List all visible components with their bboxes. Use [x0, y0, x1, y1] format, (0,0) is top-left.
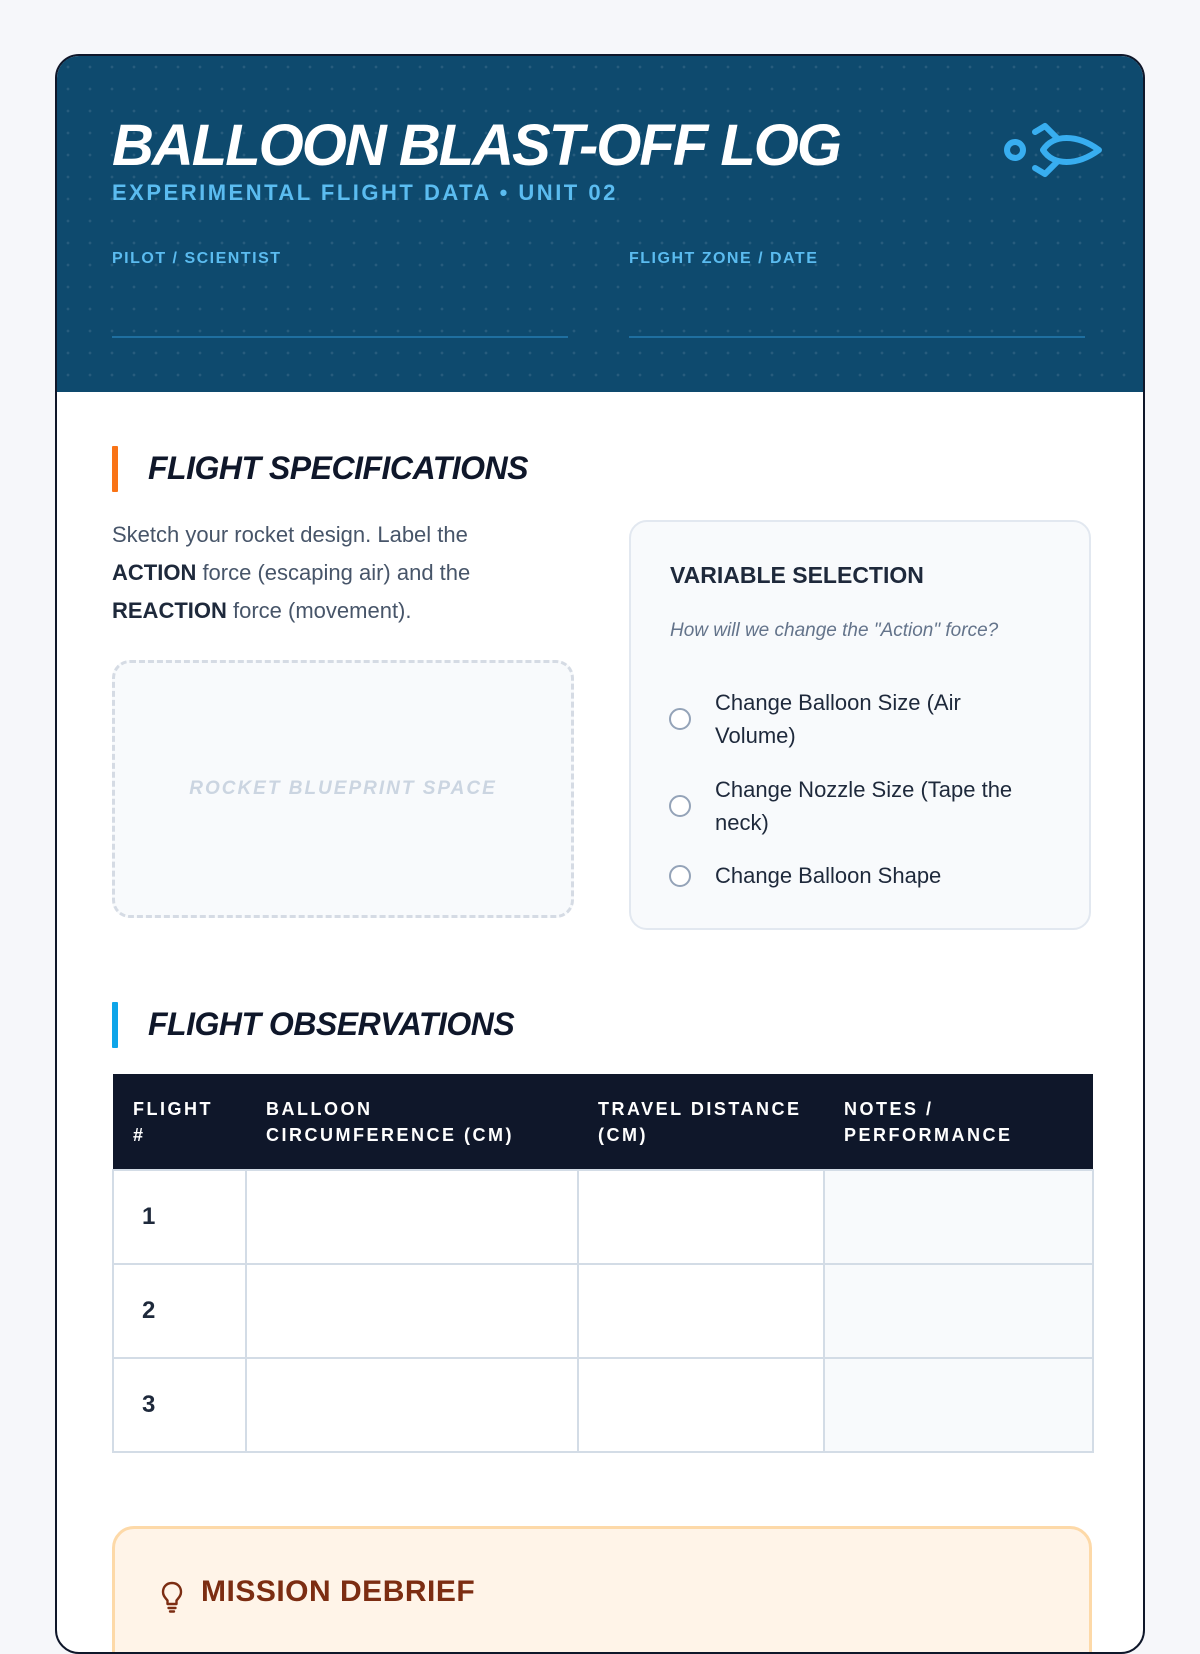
sketch-placeholder-label: ROCKET BLUEPRINT SPACE: [189, 778, 497, 799]
rocket-sketch-area[interactable]: [112, 660, 574, 918]
intro-text-1: Sketch your rocket design. Label the: [112, 522, 468, 547]
variable-selection-hint: How will we change the "Action" force?: [670, 620, 999, 641]
observations-heading: FLIGHT OBSERVATIONS: [148, 1006, 515, 1042]
page-subtitle: EXPERIMENTAL FLIGHT DATA • UNIT 02: [112, 180, 618, 205]
intro-text-2: force (escaping air) and the: [196, 560, 471, 585]
column-header-flight: FLIGHT #: [113, 1074, 246, 1170]
intro-text-3: force (movement).: [226, 598, 412, 623]
table-row: [113, 1264, 1093, 1358]
specs-heading: FLIGHT SPECIFICATIONS: [148, 450, 529, 486]
radio-button[interactable]: [669, 865, 691, 887]
intro-action-term: ACTION: [112, 560, 197, 585]
distance-cell[interactable]: [578, 1358, 824, 1452]
debrief-heading: MISSION DEBRIEF: [201, 1575, 476, 1608]
circumference-cell[interactable]: [246, 1170, 578, 1264]
flight-number-cell: 1: [113, 1170, 246, 1264]
column-header-notes: NOTES / PERFORMANCE: [824, 1074, 1093, 1170]
notes-cell[interactable]: [824, 1170, 1093, 1264]
distance-cell[interactable]: [578, 1170, 824, 1264]
rocket-icon: [1001, 122, 1105, 178]
radio-option-nozzle-size[interactable]: [669, 773, 1069, 843]
flight-number-cell: 3: [113, 1358, 246, 1452]
page-title: BALLOON BLAST-OFF LOG: [112, 113, 841, 178]
radio-button[interactable]: [669, 708, 691, 730]
variable-selection-title: VARIABLE SELECTION: [670, 562, 924, 588]
specs-accent-bar: [112, 446, 118, 492]
header-banner: [57, 56, 1143, 392]
table-header-row: [113, 1074, 1093, 1170]
observations-table: [112, 1074, 1094, 1453]
radio-button[interactable]: [669, 795, 691, 817]
radio-option-balloon-size[interactable]: [669, 686, 1069, 756]
table-row: [113, 1358, 1093, 1452]
radio-label: Change Nozzle Size (Tape the neck): [715, 777, 1013, 835]
worksheet-card: [55, 54, 1145, 1654]
flight-zone-input-line[interactable]: [629, 336, 1085, 338]
radio-option-balloon-shape[interactable]: [669, 859, 1069, 895]
flight-number-cell: 2: [113, 1264, 246, 1358]
pilot-field-label: PILOT / SCIENTIST: [112, 250, 282, 267]
radio-label: Change Balloon Shape: [715, 863, 942, 888]
lightbulb-icon: [161, 1581, 183, 1613]
column-header-circumference: BALLOON CIRCUMFERENCE (CM): [246, 1074, 578, 1170]
column-header-distance: TRAVEL DISTANCE (CM): [578, 1074, 824, 1170]
distance-cell[interactable]: [578, 1264, 824, 1358]
specs-instructions: [112, 516, 532, 630]
intro-reaction-term: REACTION: [112, 598, 227, 623]
pilot-input-line[interactable]: [112, 336, 568, 338]
circumference-cell[interactable]: [246, 1264, 578, 1358]
mission-debrief-box: [112, 1526, 1092, 1654]
notes-cell[interactable]: [824, 1358, 1093, 1452]
notes-cell[interactable]: [824, 1264, 1093, 1358]
variable-selection-box: [629, 520, 1091, 930]
radio-label: Change Balloon Size (Air Volume): [715, 690, 961, 748]
flight-zone-field-label: FLIGHT ZONE / DATE: [629, 250, 819, 267]
observations-accent-bar: [112, 1002, 118, 1048]
table-row: [113, 1170, 1093, 1264]
circumference-cell[interactable]: [246, 1358, 578, 1452]
